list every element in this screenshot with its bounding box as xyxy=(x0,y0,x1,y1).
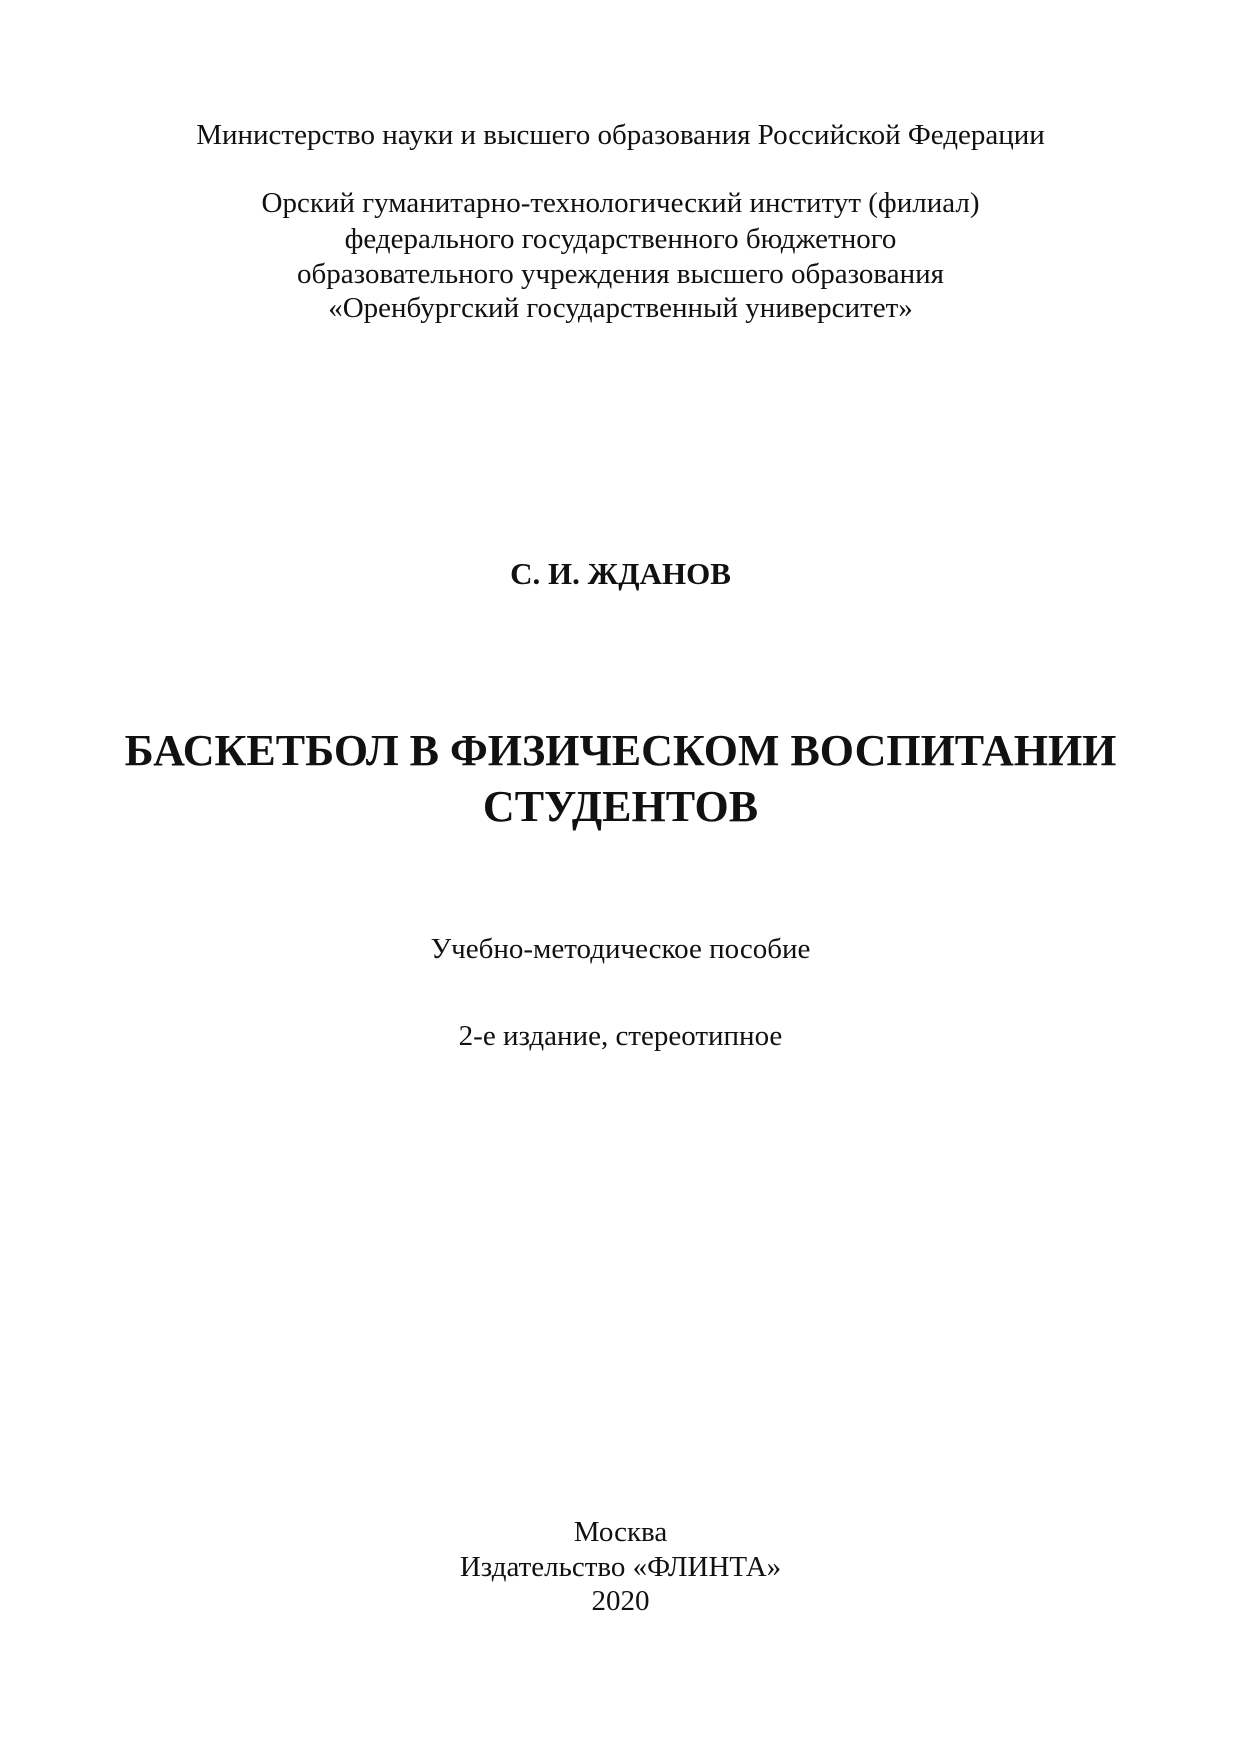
edition-note: 2-е издание, стереотипное xyxy=(458,1020,783,1052)
imprint-publisher: Издательство «ФЛИНТА» xyxy=(459,1551,782,1583)
institute-line-1: Орский гуманитарно-технологический институт (филиал) xyxy=(261,187,980,219)
ministry-line: Министерство науки и высшего образования Российской Федерации xyxy=(196,119,1045,151)
imprint-city: Москва xyxy=(573,1516,668,1548)
book-title-line-1: БАСКЕТБОЛ В ФИЗИЧЕСКОМ ВОСПИТАНИИ xyxy=(124,726,1117,775)
book-type: Учебно-методическое пособие xyxy=(430,933,811,965)
imprint-year: 2020 xyxy=(591,1585,650,1617)
institute-line-4: «Оренбургский государственный университет» xyxy=(328,292,913,324)
institute-line-2: федерального государственного бюджетного xyxy=(344,223,897,255)
author-name: С. И. ЖДАНОВ xyxy=(510,556,731,591)
institute-line-3: образовательного учреждения высшего образования xyxy=(297,258,944,290)
book-title-line-2: СТУДЕНТОВ xyxy=(482,782,759,831)
